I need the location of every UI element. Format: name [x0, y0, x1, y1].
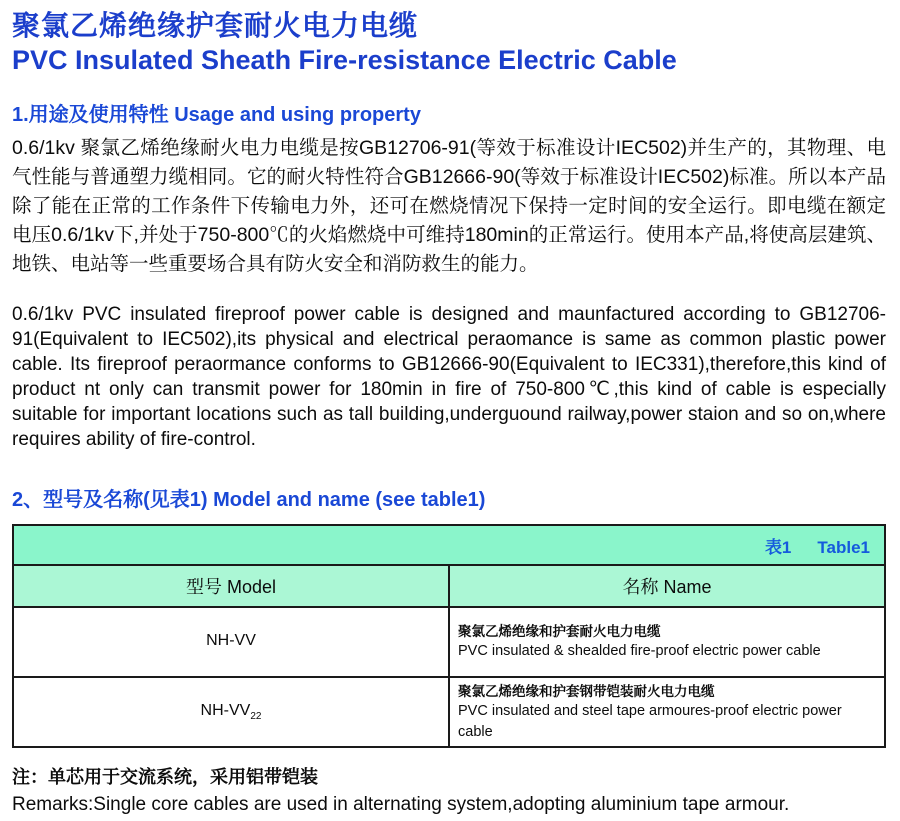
column-header-name: 名称 Name [449, 565, 885, 607]
cable-name-chinese: 聚氯乙烯绝缘和护套耐火电力电缆 [458, 624, 661, 639]
table-caption-cell [13, 525, 885, 565]
table-row [13, 677, 885, 747]
table-caption-row [13, 525, 885, 565]
footnotes [12, 764, 886, 818]
cable-name-english: PVC insulated and steel tape armoures-proof electric power cable [458, 702, 842, 740]
note-chinese: 注：单芯用于交流系统，采用铝带铠装 [12, 767, 318, 787]
model-cell [13, 607, 449, 677]
column-header-model: 型号 Model [13, 565, 449, 607]
note-english: Remarks:Single core cables are used in alternating system,adopting aluminium tape armour. [12, 794, 790, 815]
name-cell [449, 677, 885, 747]
section-1-paragraph-english: 0.6/1kv PVC insulated fireproof power cable is designed and maunfactured according to GB12706-91(Equivalent to IEC502),its physical and electrical peraomance is same as common plastic power cable. Its fireproof peraormance conforms to GB12666-90(Equivalent to IEC331),therefore,this kind of product nt only can transmit power for 180min in fire of 750-800℃,this kind of cable is especially suitable for important locations such as tall building,underguound railway,power staion and so on,where requires ability of fire-control. [12, 304, 886, 450]
table-row [13, 607, 885, 677]
cable-name-english: PVC insulated & shealded fire-proof electric power cable [458, 643, 821, 659]
cable-name-chinese: 聚氯乙烯绝缘和护套钢带铠装耐火电力电缆 [458, 683, 715, 699]
model-code: NH-VV [200, 701, 251, 719]
section-1-heading: 1.用途及使用特性 Usage and using property [12, 104, 421, 126]
model-code-subscript: 22 [250, 711, 262, 723]
model-name-table [12, 524, 886, 748]
model-code: NH-VV [206, 631, 256, 649]
section-1-paragraph-chinese: 0.6/1kv 聚氯乙烯绝缘耐火电力电缆是按GB12706-91(等效于标准设计IEC502)并生产的，其物理、电气性能与普通塑力缆相同。它的耐火特性符合GB12666-90(等效于标准设计IEC502)标准。所以本产品除了能在正常的工作条件下传输电力外，还可在燃烧情况下保持一定时间的安全运行。即电缆在额定电压0.6/1kv下,并处于750-800℃的火焰燃烧中可维持180min的正常运行。使用本产品,将使高层建筑、地铁、电站等一些重要场合具有防火安全和消防救生的能力。 [12, 137, 886, 275]
page-title-chinese: 聚氯乙烯绝缘护套耐火电力电缆 [12, 10, 419, 41]
table-caption-english: Table1 [817, 537, 870, 557]
name-cell [449, 607, 885, 677]
table-header-row [13, 565, 885, 607]
section-2-heading: 2、型号及名称(见表1) Model and name (see table1) [12, 489, 486, 511]
table-caption-chinese: 表1 [764, 537, 792, 557]
model-cell [13, 677, 449, 747]
page-title-english: PVC Insulated Sheath Fire-resistance Electric Cable [12, 45, 677, 75]
